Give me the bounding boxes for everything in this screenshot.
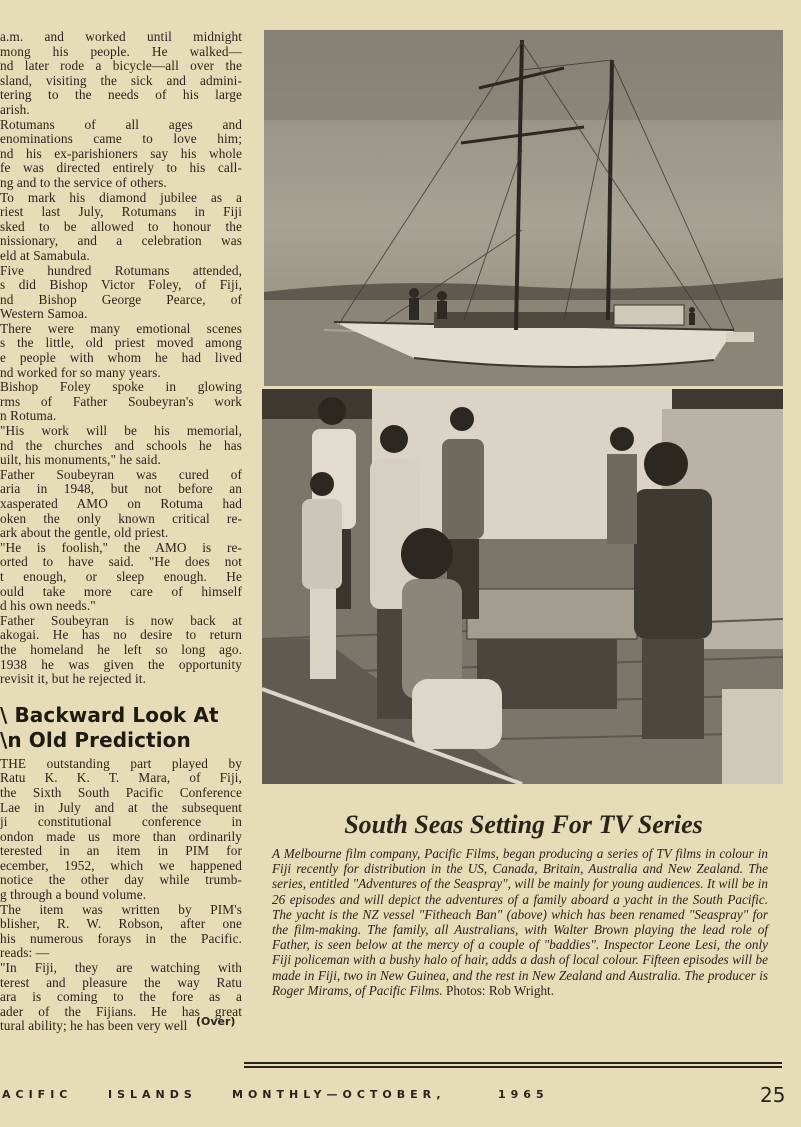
article-line: Western Samoa.: [0, 307, 88, 322]
article-paragraph: [0, 118, 242, 191]
article-paragraph: [0, 614, 242, 687]
article-paragraph: [0, 30, 242, 118]
article-line: sland, visiting the sick and admini-: [0, 73, 242, 88]
article-paragraph: [0, 322, 242, 380]
article-line: fe was directed entirely to his call-: [0, 161, 242, 176]
article-line: nissionary, and a celebration was: [0, 234, 242, 249]
article-line: THE outstanding part played by: [0, 756, 242, 771]
photo-credit: Photos: Rob Wright.: [445, 982, 555, 998]
left-article-column: [0, 30, 242, 1034]
article-line: To mark his diamond jubilee as a: [0, 190, 242, 205]
article-line: notice the other day while trumb-: [0, 873, 242, 888]
article-line: orted to have said. "He does not: [0, 555, 242, 570]
article-line: arish.: [0, 102, 30, 117]
article-paragraph: [0, 541, 242, 614]
article-line: "His work will be his memorial,: [0, 424, 242, 439]
article-line: t enough, or sleep enough. He: [0, 569, 242, 584]
article-line: the homeland he left so long ago.: [0, 642, 242, 657]
article-line: reads: —: [0, 946, 50, 961]
article-line: Father Soubeyran was cured of: [0, 467, 242, 482]
article-paragraph: [0, 424, 242, 468]
article-line: Bishop Foley spoke in glowing: [0, 380, 242, 395]
article-line: ji constitutional conference in: [0, 815, 242, 830]
article-line: "He is foolish," the AMO is re-: [0, 540, 242, 555]
article-line: mong his people. He walked—: [0, 44, 242, 59]
yacht-photo: [264, 30, 783, 386]
article-line: rms of Father Soubeyran's work: [0, 394, 242, 409]
article-line: Ratu K. K. T. Mara, of Fiji,: [0, 771, 242, 786]
footer-year: 1965: [498, 1088, 549, 1101]
crew-photo-image: [262, 389, 783, 784]
article-paragraph: [0, 380, 242, 424]
article-line: d his own needs.": [0, 599, 96, 614]
article-line: blisher, R. W. Robson, after one: [0, 917, 242, 932]
article-line: g through a bound volume.: [0, 888, 147, 903]
article-line: enominations came to love him;: [0, 132, 242, 147]
caption-text: A Melbourne film company, Pacific Films, began producing a series of TV films in colour in Fiji recently for distribution in the US, Canada, Britain, Australia and New Zealand. The series, entitled "Adventures of the Seaspray", will be mainly for young audiences. It will be in 26 episodes and will depict the adventures of a family aboard a yacht in the South Pacific. The yacht is the NZ vessel "Fitheach Ban" (above) which has been renamed "Seaspray" for the film-making. The family, all Australians, with Walter Brown playing the lead role of Father, is seen below at the mercy of a couple of "baddies". Inspector Leone Lesi, the only Fiji policeman with a bushy halo of hair, adds a dash of local colour. Fifteen episodes will be made in Fiji, two in New Guinea, and the rest in New Zealand and Australia. The producer is Roger Mirams, of Pacific Films.: [272, 846, 768, 998]
article-paragraph: [0, 191, 242, 264]
article-line: terest and pleasure the way Ratu: [0, 975, 242, 990]
article-line: "In Fiji, they are watching with: [0, 961, 242, 976]
headline-line: \n Old Prediction: [0, 727, 191, 752]
article-line: akogai. He has no desire to return: [0, 628, 242, 643]
article-line: The item was written by PIM's: [0, 902, 242, 917]
caption-rule-bottom: [244, 1066, 782, 1068]
article-line: aria in 1948, but not before an: [0, 482, 242, 497]
article-line: nd Bishop George Pearce, of: [0, 292, 242, 307]
article-line: e people with whom he had lived: [0, 351, 242, 366]
caption-title: South Seas Setting For TV Series: [344, 810, 703, 839]
article-line: Rotumans of all ages and: [0, 117, 242, 132]
article-line: riest last July, Rotumans in Fiji: [0, 205, 242, 220]
article-line: nd his ex-parishioners say his whole: [0, 146, 242, 161]
yacht-photo-image: [264, 30, 783, 386]
article-line: ader of the Fijians. He has great: [0, 1004, 242, 1019]
article-line: Father Soubeyran is now back at: [0, 613, 242, 628]
article-line: nd the churches and schools he has: [0, 438, 242, 453]
crew-photo: [262, 389, 783, 784]
article-line: revisit it, but he rejected it.: [0, 672, 146, 687]
article-line: 1938 he was given the opportunity: [0, 657, 242, 672]
continued-over-label: (Over): [196, 1015, 236, 1028]
article-line: Five hundred Rotumans attended,: [0, 263, 242, 278]
article-line: tering to the needs of his large: [0, 88, 242, 103]
headline-line: \ Backward Look At: [0, 702, 219, 727]
article-line: ondon made us more than ordinarily: [0, 829, 242, 844]
article-line: n Rotuma.: [0, 409, 57, 424]
article-line: terested in an item in PIM for: [0, 844, 242, 859]
article-line: ould take more care of himself: [0, 584, 242, 599]
article-line: Lae in July and at the subsequent: [0, 800, 242, 815]
page-footer: [0, 1084, 801, 1106]
article-line: sked to be allowed to honour the: [0, 219, 242, 234]
article-line: s did Bishop Victor Foley, of Fiji,: [0, 278, 242, 293]
caption-rule-top: [244, 1062, 782, 1064]
article-line: oken the only known critical re-: [0, 511, 242, 526]
article-paragraph: [0, 903, 242, 961]
article-line: nd later rode a bicycle—all over the: [0, 59, 242, 74]
article-line: uilt, his monuments," he said.: [0, 453, 161, 468]
article-paragraph: [0, 264, 242, 322]
article-line: tural ability; he has been very well: [0, 1019, 188, 1034]
article-line: ark about the gentle, old priest.: [0, 526, 169, 541]
footer-publication-monthly: MONTHLY—OCTOBER,: [232, 1088, 446, 1101]
article-headline: [0, 703, 242, 753]
article-line: eld at Samabula.: [0, 248, 90, 263]
article-line: s the little, old priest moved among: [0, 336, 242, 351]
caption-body: [272, 846, 768, 998]
article-paragraph: [0, 468, 242, 541]
article-line: ng and to the service of others.: [0, 175, 167, 190]
article-line: There were many emotional scenes: [0, 321, 242, 336]
article-line: a.m. and worked until midnight: [0, 30, 242, 44]
article-line: the Sixth South Pacific Conference: [0, 785, 242, 800]
article-line: xasperated AMO on Rotuma had: [0, 497, 242, 511]
article-line: his numerous forays in the Pacific.: [0, 931, 242, 946]
page-number: 25: [760, 1083, 786, 1107]
footer-publication-islands: ISLANDS: [108, 1088, 197, 1101]
article-paragraph: [0, 757, 242, 903]
article-line: nd worked for so many years.: [0, 365, 161, 380]
article-line: ecember, 1952, which we happened: [0, 858, 242, 873]
article-line: ara is coming to the fore as a: [0, 990, 242, 1005]
footer-publication-pacific: ACIFIC: [2, 1088, 73, 1101]
